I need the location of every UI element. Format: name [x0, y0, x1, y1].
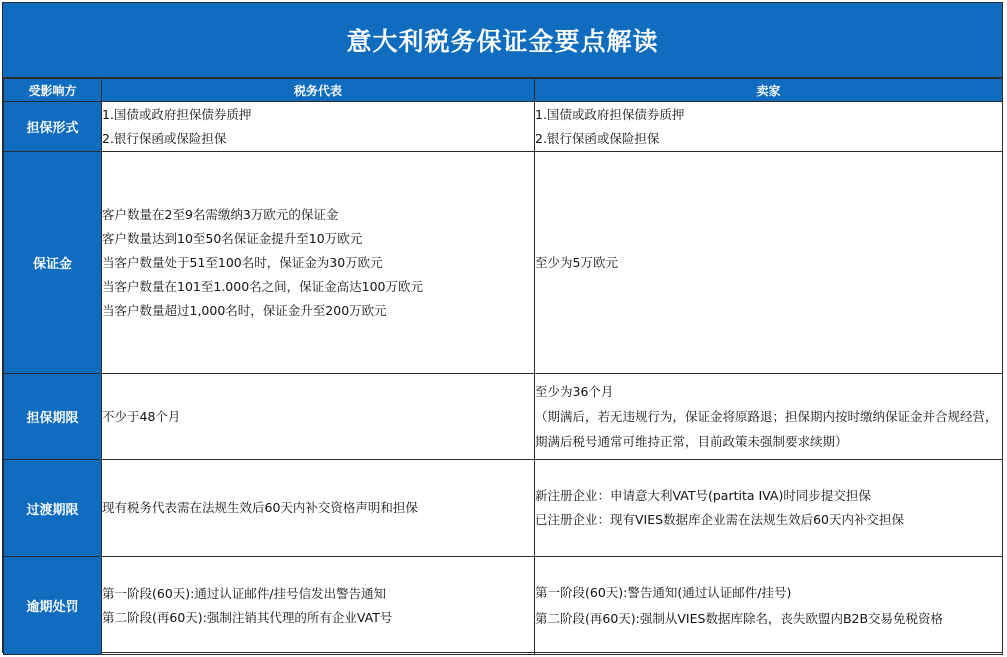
row-label-guarantee-form: 担保形式: [4, 102, 102, 152]
seller-overdue-penalty-cell: [535, 557, 1003, 655]
header-tax-representative: 税务代表: [102, 79, 535, 102]
cell-line: 2.银行保函或保险担保: [535, 130, 660, 146]
cell-line: 1.国债或政府担保债券质押: [535, 106, 685, 122]
tax-rep-deposit-cell: [102, 152, 535, 374]
cell-line: 至少为5万欧元: [535, 254, 618, 270]
cell-line: 客户数量在2至9名需缴纳3万欧元的保证金: [102, 206, 339, 222]
cell-line: 客户数量达到10至50名保证金提升至10万欧元: [102, 230, 363, 246]
tax-rep-guarantee-form-cell: [102, 102, 535, 152]
cell-line: 第二阶段(再60天):强制注销其代理的所有企业VAT号: [102, 609, 393, 625]
cell-line: 现有税务代表需在法规生效后60天内补交资格声明和担保: [102, 500, 418, 515]
seller-guarantee-period-cell: [535, 374, 1003, 460]
tax-rep-transition-period-cell: [102, 460, 535, 557]
tax-rep-guarantee-period-cell: [102, 374, 535, 460]
cell-line: 当客户数量超过1,000名时，保证金升至200万欧元: [102, 302, 387, 318]
cell-line: 不少于48个月: [102, 408, 181, 424]
cell-line: 当客户数量在101至1.000名之间，保证金高达100万欧元: [102, 278, 424, 294]
guarantee-table-frame: [2, 2, 1003, 653]
table-row-guarantee-form: [4, 102, 1003, 152]
guarantee-table: [3, 78, 1003, 655]
seller-transition-period-cell: [535, 460, 1003, 557]
cell-line: 第一阶段(60天):警告通知(通过认证邮件/挂号): [535, 584, 792, 600]
table-row-overdue-penalty: [4, 557, 1003, 655]
page-title: 意大利税务保证金要点解读: [3, 3, 1002, 78]
row-label-transition-period: 过渡期限: [4, 460, 102, 557]
table-header-row: [4, 79, 1003, 102]
seller-deposit-cell: [535, 152, 1003, 374]
cell-line: 已注册企业：现有VIES数据库企业需在法规生效后60天内补交担保: [535, 512, 904, 527]
tax-rep-overdue-penalty-cell: [102, 557, 535, 655]
header-seller: 卖家: [535, 79, 1003, 102]
cell-line: 第二阶段(再60天):强制从VIES数据库除名，丧失欧盟内B2B交易免税资格: [535, 610, 944, 626]
cell-line: 1.国债或政府担保债券质押: [102, 106, 252, 122]
cell-note: （期满后，若无违规行为，保证金将原路退；担保期内按时缴纳保证金并合规经营，期满后税号通常可维持正常，目前政策未强制要求续期）: [535, 409, 998, 449]
header-affected-party: 受影响方: [4, 79, 102, 102]
cell-line: 2.银行保函或保险担保: [102, 130, 227, 146]
table-row-transition-period: [4, 460, 1003, 557]
cell-line: 新注册企业：申请意大利VAT号(partita IVA)时同步提交担保: [535, 488, 871, 503]
table-row-deposit: [4, 152, 1003, 374]
cell-line: 第一阶段(60天):通过认证邮件/挂号信发出警告通知: [102, 585, 387, 601]
row-label-deposit: 保证金: [4, 152, 102, 374]
seller-guarantee-form-cell: [535, 102, 1003, 152]
table-row-guarantee-period: [4, 374, 1003, 460]
row-label-overdue-penalty: 逾期处罚: [4, 557, 102, 655]
cell-line: 至少为36个月: [535, 384, 614, 399]
cell-line: 当客户数量处于51至100名时，保证金为30万欧元: [102, 254, 383, 270]
row-label-guarantee-period: 担保期限: [4, 374, 102, 460]
